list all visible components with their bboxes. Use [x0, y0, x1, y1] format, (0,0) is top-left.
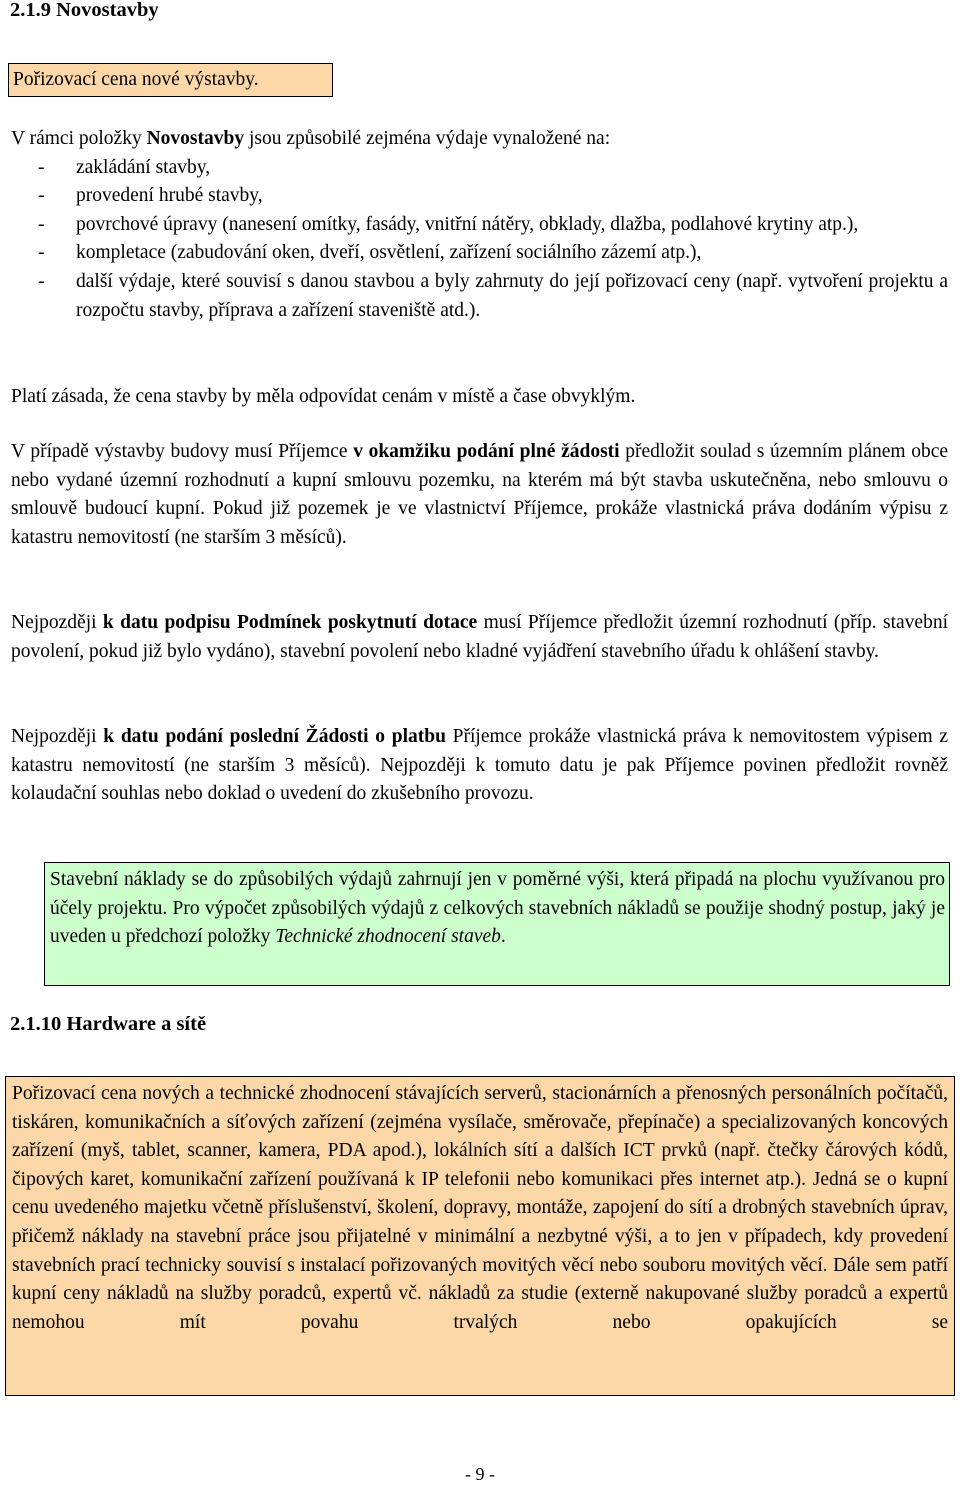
- highlight-hardware: [5, 1076, 955, 1396]
- green-note-end: .: [500, 926, 506, 948]
- page-number: - 9 -: [465, 1464, 495, 1484]
- p1-text-a: V případě výstavby budovy musí Příjemce: [11, 441, 354, 462]
- highlight-novostavby: [8, 63, 333, 97]
- green-note-italic: Technické zhodnocení staveb: [275, 926, 501, 948]
- green-note-box: [44, 862, 950, 986]
- p2-text-a: Nejpozději: [11, 612, 103, 633]
- paragraph-last-payment: [11, 723, 948, 809]
- p1-bold: v okamžiku podání plné žádosti: [353, 441, 620, 462]
- list-item: - další výdaje, které souvisí s danou stavbou a byly zahrnuty do její pořizovací ceny (např. vytvoření projektu a rozpočtu stavby, příprava a zařízení staveniště atd.).: [0, 268, 948, 325]
- section-heading-novostavby: 2.1.9 Novostavby: [10, 0, 159, 21]
- paragraph-full-application: [11, 438, 948, 552]
- highlight-novostavby-text: Pořizovací cena nové výstavby.: [13, 69, 259, 90]
- p1-text-b: předložit soulad s územním plánem obce nebo vydané územní rozhodnutí a kupní smlouvu pozemku, na kterém má být stavba uskutečněna, nebo smlouvu o smlouvě budoucí kupní. Pokud již pozemek je ve vlastnictví Příjemce, prokáže vlastnická práva dodáním výpisu z katastru nemovitostí (ne starším 3 měsíců).: [11, 441, 948, 548]
- eligible-items-list: [0, 154, 948, 326]
- list-item: - zakládání stavby,: [0, 154, 948, 183]
- intro-block: [11, 125, 948, 325]
- paragraph-contract-signing: [11, 609, 948, 666]
- p3-text-a: Nejpozději: [11, 726, 104, 747]
- principle-paragraph: Platí zásada, že cena stavby by měla odpovídat cenám v místě a čase obvyklým.: [11, 386, 636, 407]
- highlight-hardware-text: Pořizovací cena nových a technické zhodnocení stávajících serverů, stacionárních a přenosných personálních počítačů, tiskáren, komunikačních a síťových zařízení (zejména vysílače, směrovače, přepínače) a specializovaných koncových zařízení (myš, tablet, scanner, kamera, PDA apod.), lokálních sítí a dalších ICT prvků (např. čtečky čárových kódů, čipových karet, komunikační zařízení používaná k IP telefonii nebo komunikaci přes internet atp.). Jedná se o kupní cenu uvedeného majetku včetně příslušenství, školení, dopravy, montáže, zapojení do sítí a drobných stavebních úprav, přičemž náklady na stavební práce jsou přijatelné v minimální a nezbytné výši, a to jen v případech, kdy provedení stavebních prací technicky souvisí s instalací pořizovaných movitých věcí nebo souboru movitých věcí. Dále sem patří kupní ceny nákladů na služby poradců, expertů vč. nákladů za studie (externě nakupované služby poradců a expertů nemohou mít povahu trvalých nebo opakujících se: [12, 1083, 948, 1333]
- green-note-text-main: Stavební náklady se do způsobilých výdajů zahrnují jen v poměrné výši, která připadá na plochu využívanou pro účely projektu. Pro výpočet způsobilých výdajů z celkových stavebních nákladů se použije shodný postup, jaký je uveden u předchozí položky: [50, 869, 945, 948]
- p2-text-b: musí Příjemce předložit územní rozhodnutí (příp. stavební povolení, pokud již bylo vydáno), stavební povolení nebo kladné vyjádření stavebního úřadu k ohlášení stavby.: [11, 612, 948, 662]
- intro-text-a: V rámci položky: [11, 128, 147, 149]
- intro-text-b: jsou způsobilé zejména výdaje vynaložené na:: [244, 128, 611, 149]
- p3-text-b: Příjemce prokáže vlastnická práva k nemovitostem výpisem z katastru nemovitostí (ne starším 3 měsíců). Nejpozději k tomuto datu je pak Příjemce povinen předložit rovněž kolaudační souhlas nebo doklad o uvedení do zkušebního provozu.: [11, 726, 948, 805]
- list-item: - provedení hrubé stavby,: [0, 182, 948, 211]
- list-item: - kompletace (zabudování oken, dveří, osvětlení, zařízení sociálního zázemí atp.),: [0, 239, 948, 268]
- p3-bold: k datu podání poslední Žádosti o platbu: [103, 726, 446, 747]
- intro-line: [11, 125, 948, 154]
- p2-bold: k datu podpisu Podmínek poskytnutí dotace: [102, 612, 478, 633]
- section-heading-hardware: 2.1.10 Hardware a sítě: [10, 1013, 207, 1035]
- intro-bold: Novostavby: [146, 128, 245, 149]
- list-item: - povrchové úpravy (nanesení omítky, fasády, vnitřní nátěry, obklady, dlažba, podlahové krytiny atp.),: [0, 211, 948, 240]
- green-note-text: [50, 866, 945, 952]
